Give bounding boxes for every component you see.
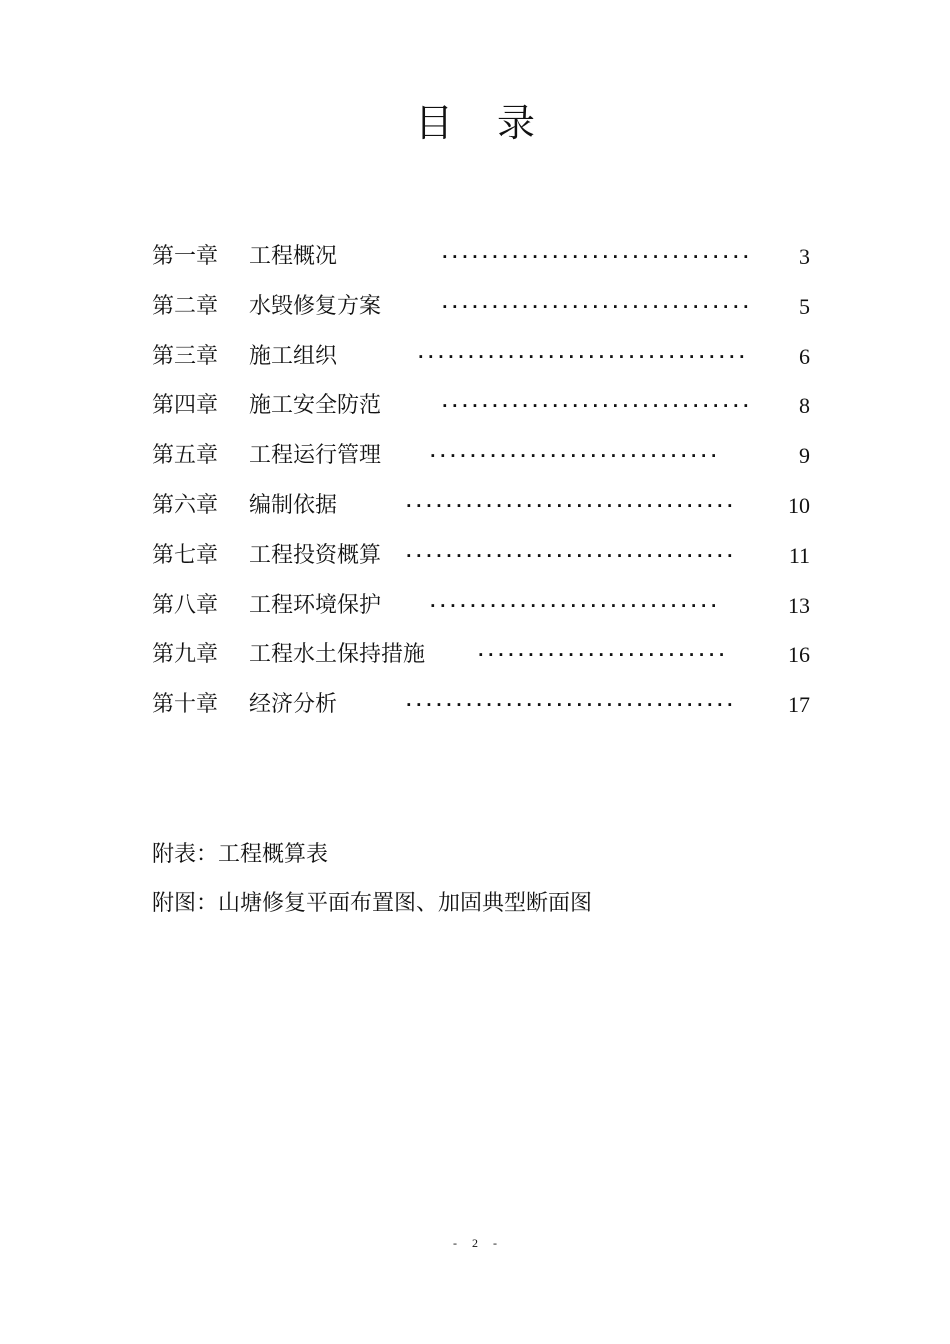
toc-leader-dots: ······························· [440,296,752,316]
toc-entry [152,680,812,730]
toc-chapter-title: 工程概况 [249,244,338,269]
toc-title: 目录 [414,101,579,145]
toc-chapter-title: 工程投资概算 [249,542,382,568]
toc-chapter-number: 第十章 [152,692,219,718]
toc-page-number: 6 [799,343,810,369]
toc-entry [152,431,812,481]
toc-entry [152,581,812,631]
toc-page-number: 5 [799,293,810,319]
toc-page-number: 11 [788,542,810,568]
toc-leader-dots: ································· [404,545,736,565]
toc-page-number: 3 [799,244,810,269]
toc-page-number: 10 [788,492,810,518]
toc-entry [152,282,812,332]
appendix-list [152,830,592,928]
toc-chapter-number: 第五章 [152,443,219,469]
toc-leader-dots: ································· [416,346,748,366]
toc-chapter-number: 第六章 [152,492,219,518]
toc-leader-dots: ······························· [440,396,752,416]
toc-chapter-number: 第二章 [152,293,219,319]
toc-entry [152,630,812,680]
toc-chapter-title: 施工安全防范 [249,393,382,419]
toc-chapter-number: 第三章 [152,343,219,369]
appendix-figure-line: 附图：山塘修复平面布置图、加固典型断面图 [152,891,593,916]
toc-chapter-number: 第八章 [152,592,219,618]
toc-chapter-title: 编制依据 [249,492,338,518]
toc-entry [152,232,812,282]
toc-entry [152,481,812,531]
toc-leader-dots: ····························· [428,595,719,615]
page-number-footer: - 2 - [453,1236,497,1250]
toc-leader-dots: ························· [476,645,727,665]
toc-entry [152,332,812,382]
toc-leader-dots: ································· [404,495,736,515]
toc-leader-dots: ································· [404,695,736,715]
toc-page-number: 8 [799,393,810,419]
toc-page-number: 9 [799,443,810,469]
toc-page-number: 13 [788,592,810,618]
toc-chapter-title: 工程运行管理 [249,443,382,469]
toc-entry [152,381,812,431]
toc-chapter-number: 第九章 [152,642,219,668]
toc-chapter-title: 施工组织 [249,343,338,369]
appendix-table-line: 附表：工程概算表 [152,842,329,867]
toc-chapter-title: 工程水土保持措施 [249,642,426,668]
toc-chapter-title: 工程环境保护 [249,592,382,618]
toc-chapter-number: 第七章 [152,542,219,568]
toc-chapter-title: 水毁修复方案 [249,293,382,319]
toc-leader-dots: ······························· [440,247,752,266]
toc-entry [152,531,812,581]
toc-leader-dots: ····························· [428,446,719,466]
table-of-contents [152,232,812,730]
toc-page-number: 17 [788,692,810,718]
toc-chapter-number: 第四章 [152,393,219,419]
toc-page-number: 16 [788,642,810,668]
toc-chapter-title: 经济分析 [249,692,338,718]
toc-chapter-number: 第一章 [152,244,219,269]
